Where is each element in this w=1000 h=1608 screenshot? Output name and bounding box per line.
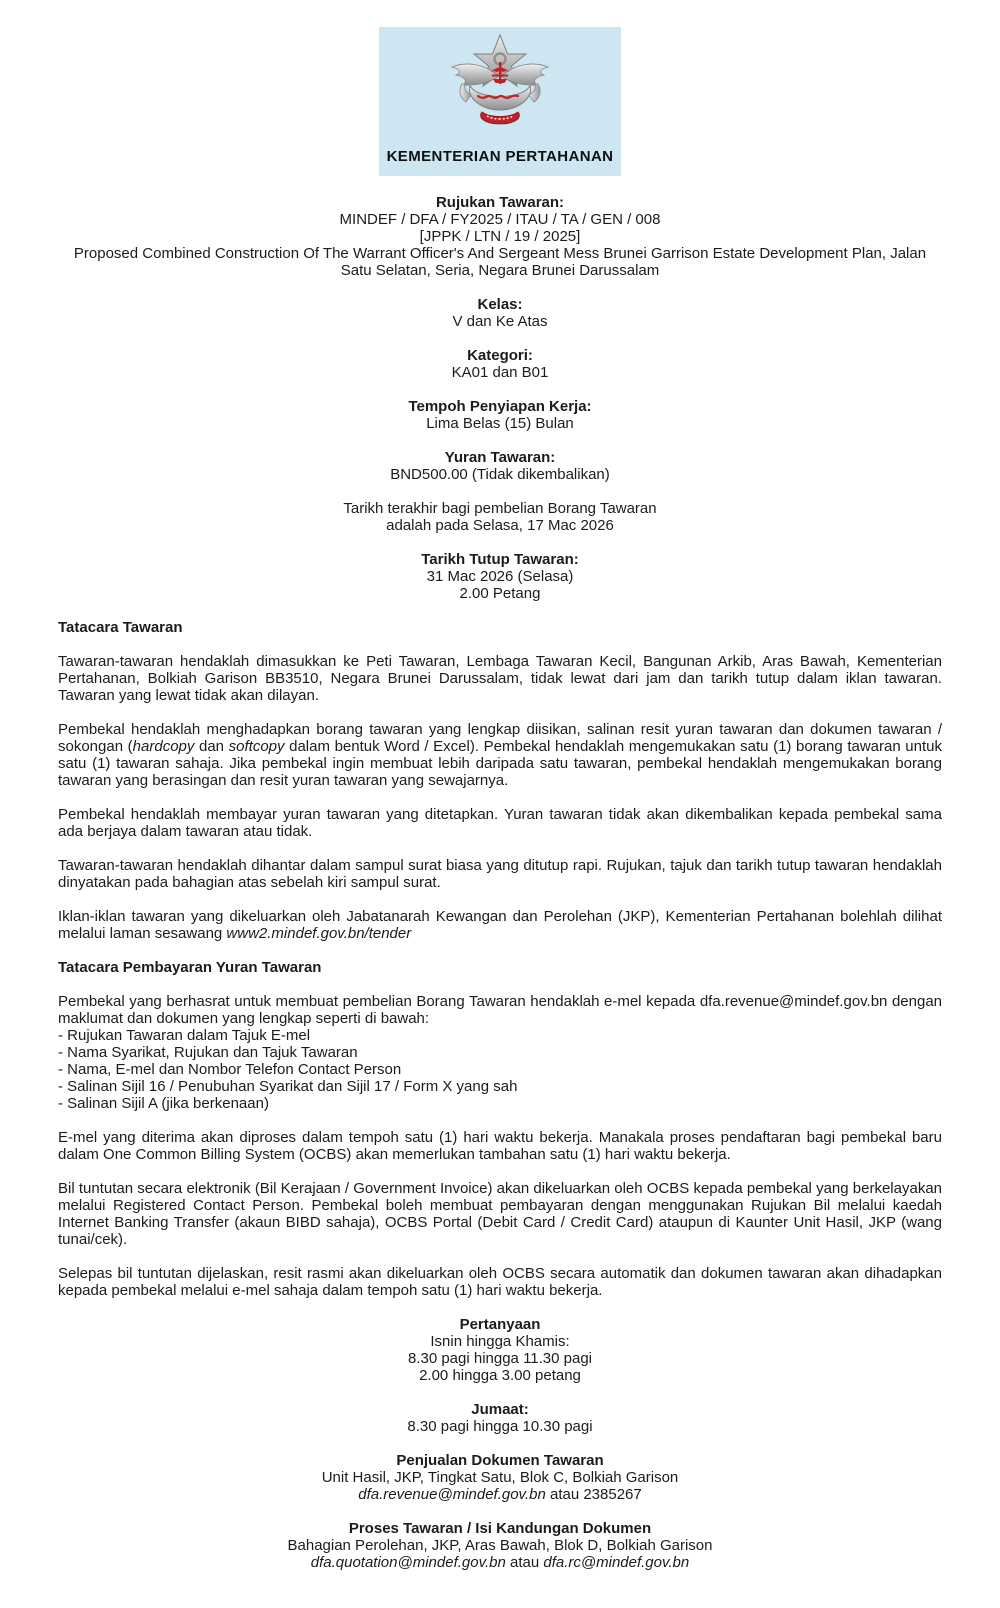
completion-period-value: Lima Belas (15) Bulan <box>426 415 574 432</box>
project-title: Proposed Combined Construction Of The Warrant Officer's And Sergeant Mess Brunei Garrison Estate Development Plan, Jalan Satu Selatan, Seria, Negara Brunei Darussalam <box>73 245 927 279</box>
document-sales-block <box>58 1452 942 1503</box>
last-purchase-line1: Tarikh terakhir bagi pembelian Borang Tawaran <box>343 500 657 517</box>
tender-process-heading: Proses Tawaran / Isi Kandungan Dokumen <box>348 1520 652 1537</box>
tender-process-block <box>58 1520 942 1571</box>
fee-payment-intro: Pembekal yang berhasrat untuk membuat pembelian Borang Tawaran hendaklah e-mel kepada dfa.revenue@mindef.gov.bn dengan maklumat dan dokumen yang lengkap seperti di bawah: <box>58 993 942 1027</box>
paragraph-2-text: dan <box>194 738 229 755</box>
requirement-item-5: - Salinan Sijil A (jika berkenaan) <box>58 1095 269 1112</box>
document-sales-phone: atau 2385267 <box>545 1486 642 1503</box>
enquiries-weekday-morning-hours: 8.30 pagi hingga 11.30 pagi <box>407 1350 593 1367</box>
requirement-item-3: - Nama, E-mel dan Nombor Telefon Contact Person <box>58 1061 402 1078</box>
softcopy-italic-term: softcopy <box>228 738 285 755</box>
tender-fee-label: Yuran Tawaran: <box>444 449 556 466</box>
paragraph-5-text: Iklan-iklan tawaran yang dikeluarkan oleh Jabatanarah Kewangan dan Perolehan (JKP), Kementerian Pertahanan bolehlah dilihat melalui laman sesawang <box>58 908 942 942</box>
enquiries-block <box>58 1316 942 1384</box>
category-label: Kategori: <box>467 347 533 364</box>
ministry-header-panel <box>379 27 621 176</box>
enquiries-heading: Pertanyaan <box>459 1316 541 1333</box>
tender-fee-value: BND500.00 (Tidak dikembalikan) <box>390 466 610 483</box>
completion-period-block <box>58 398 942 432</box>
last-purchase-date-block <box>58 500 942 534</box>
friday-hours: 8.30 pagi hingga 10.30 pagi <box>407 1418 593 1435</box>
reference-block <box>58 194 942 279</box>
tender-process-email-separator: atau <box>505 1554 544 1571</box>
fee-payment-paragraph-1 <box>58 993 942 1112</box>
closing-time-value: 2.00 Petang <box>459 585 541 602</box>
fee-payment-paragraph-4: Selepas bil tuntutan dijelaskan, resit rasmi akan dikeluarkan oleh OCBS secara automatik dan dokumen tawaran akan dihadapkan kepada pembekal melalui e-mel sahaja dalam tempoh satu (1) hari waktu bekerja. <box>58 1265 942 1299</box>
paragraph-2-text: Pembekal hendaklah menghadapkan borang tawaran yang lengkap diisikan, salinan resit yuran tawaran dan dokumen tawaran / sokongan ( <box>58 721 942 755</box>
paragraph-2-text: dalam bentuk Word / Excel). Pembekal hendaklah mengemukakan satu (1) borang tawaran untuk satu (1) tawaran sahaja. Jika pembekal ingin membuat lebih daripada satu tawaran, pembekal hendaklah mengemukakan borang tawaran yang berasingan dan resit yuran tawaran yang sewajarnya. <box>58 738 942 789</box>
tender-process-email-2: dfa.rc@mindef.gov.bn <box>543 1554 690 1571</box>
tender-procedure-paragraph-1: Tawaran-tawaran hendaklah dimasukkan ke Peti Tawaran, Lembaga Tawaran Kecil, Bangunan Arkib, Aras Bawah, Kementerian Pertahanan, Bolkiah Garison BB3510, Negara Brunei Darussalam, tidak lewat dari jam dan tarikh tutup dalam iklan tawaran. Tawaran yang lewat tidak akan dilayan. <box>58 653 942 704</box>
category-value: KA01 dan B01 <box>451 364 549 381</box>
reference-number: MINDEF / DFA / FY2025 / ITAU / TA / GEN / 008 <box>339 211 661 228</box>
tender-fee-block <box>58 449 942 483</box>
enquiries-weekday-label: Isnin hingga Khamis: <box>430 1333 570 1350</box>
requirement-item-4: - Salinan Sijil 16 / Penubuhan Syarikat dan Sijil 17 / Form X yang sah <box>58 1078 518 1095</box>
closing-date-value: 31 Mac 2026 (Selasa) <box>426 568 574 585</box>
tender-process-address: Bahagian Perolehan, JKP, Aras Bawah, Blok D, Bolkiah Garison <box>287 1537 713 1554</box>
document-sales-email: dfa.revenue@mindef.gov.bn <box>358 1486 546 1503</box>
document-sales-contact <box>58 1486 942 1503</box>
class-label: Kelas: <box>477 296 523 313</box>
fee-payment-paragraph-2: E-mel yang diterima akan diproses dalam tempoh satu (1) hari waktu bekerja. Manakala proses pendaftaran bagi pembekal baru dalam One Common Billing System (OCBS) akan memerlukan tambahan satu (1) hari waktu bekerja. <box>58 1129 942 1163</box>
class-block <box>58 296 942 330</box>
hardcopy-italic-term: hardcopy <box>132 738 195 755</box>
tender-process-email-1: dfa.quotation@mindef.gov.bn <box>310 1554 506 1571</box>
document-sales-heading: Penjualan Dokumen Tawaran <box>396 1452 604 1469</box>
tender-process-contact <box>58 1554 942 1571</box>
tender-procedure-paragraph-3: Pembekal hendaklah membayar yuran tawaran yang ditetapkan. Yuran tawaran tidak akan dikembalikan kepada pembekal sama ada berjaya dalam tawaran atau tidak. <box>58 806 942 840</box>
class-value: V dan Ke Atas <box>452 313 548 330</box>
category-block <box>58 347 942 381</box>
reference-label: Rujukan Tawaran: <box>435 194 565 211</box>
ministry-name: KEMENTERIAN PERTAHANAN <box>386 148 614 165</box>
friday-label: Jumaat: <box>471 1401 529 1418</box>
requirement-item-1: - Rujukan Tawaran dalam Tajuk E-mel <box>58 1027 311 1044</box>
completion-period-label: Tempoh Penyiapan Kerja: <box>408 398 592 415</box>
closing-date-label: Tarikh Tutup Tawaran: <box>421 551 579 568</box>
friday-hours-block <box>58 1401 942 1435</box>
tender-procedure-paragraph-5 <box>58 908 942 942</box>
tender-website-url: www2.mindef.gov.bn/tender <box>226 925 412 942</box>
enquiries-weekday-afternoon-hours: 2.00 hingga 3.00 petang <box>419 1367 581 1384</box>
closing-date-block <box>58 551 942 602</box>
fee-payment-paragraph-3: Bil tuntutan secara elektronik (Bil Kerajaan / Government Invoice) akan dikeluarkan oleh OCBS kepada pembekal yang berkelayakan melalui Registered Contact Person. Pembekal boleh membuat pembayaran dengan menggunakan Rujukan Bil melalui kaedah Internet Banking Transfer (akaun BIBD sahaja), OCBS Portal (Debit Card / Credit Card) ataupun di Kaunter Unit Hasil, JKP (wang tunai/cek). <box>58 1180 942 1248</box>
reference-number-secondary: [JPPK / LTN / 19 / 2025] <box>419 228 581 245</box>
tender-procedure-paragraph-2 <box>58 721 942 789</box>
section-heading-fee-payment-procedure: Tatacara Pembayaran Yuran Tawaran <box>58 959 322 976</box>
section-heading-tender-procedure: Tatacara Tawaran <box>58 619 183 636</box>
last-purchase-line2: adalah pada Selasa, 17 Mac 2026 <box>386 517 614 534</box>
mindef-crest-icon <box>448 34 552 134</box>
tender-notice-document <box>0 27 1000 1601</box>
tender-procedure-paragraph-4: Tawaran-tawaran hendaklah dihantar dalam sampul surat biasa yang ditutup rapi. Rujukan, tajuk dan tarikh tutup tawaran hendaklah dinyatakan pada bahagian atas sebelah kiri sampul surat. <box>58 857 942 891</box>
document-sales-address: Unit Hasil, JKP, Tingkat Satu, Blok C, Bolkiah Garison <box>321 1469 679 1486</box>
requirement-item-2: - Nama Syarikat, Rujukan dan Tajuk Tawaran <box>58 1044 358 1061</box>
